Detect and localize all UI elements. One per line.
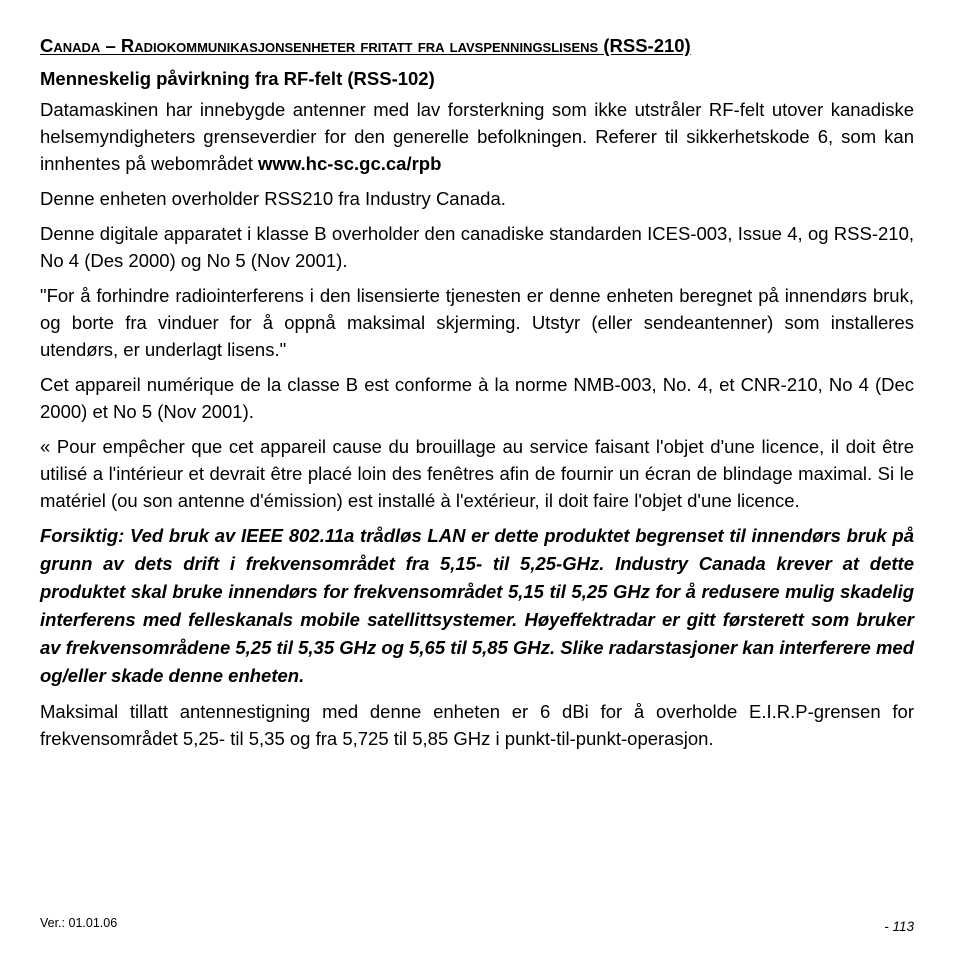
heading-country: Canada: [40, 35, 101, 56]
footer-page-number: - 113: [884, 919, 914, 934]
paragraph-rf-exposure-text: Datamaskinen har innebygde antenner med lav forsterkning som ikke utstråler RF-felt utover kanadiske helsemyndigheters grenseverdier for den generelle befolkningen. Referer til sikkerhetskode 6, som kan innhentes på webområdet: [40, 99, 914, 174]
heading-title: Radiokommunikasjonsenheter fritatt fra lavspenningslisens: [120, 35, 599, 56]
paragraph-rf-exposure: [40, 96, 914, 177]
paragraph-nmb003-fr: Cet appareil numérique de la classe B est conforme à la norme NMB-003, No. 4, et CNR-210, No 4 (Dec 2000) et No 5 (Nov 2001).: [40, 374, 914, 422]
section-heading: [40, 34, 914, 58]
document-page: [40, 34, 914, 752]
paragraph-ices003: Denne digitale apparatet i klasse B overholder den canadiske standarden ICES-003, Issue 4, og RSS-210, No 4 (Des 2000) og No 5 (Nov 2001).: [40, 223, 914, 271]
footer-version: Ver.: 01.01.06: [40, 916, 118, 930]
paragraph-interference-no: "For å forhindre radiointerferens i den lisensierte tjenesten er denne enheten beregnet på innendørs bruk, og borte fra vinduer for å oppnå maksimal skjerming. Utstyr (eller sendeantenner) som installeres utendørs, er underlagt lisens.": [40, 285, 914, 360]
heading-code: (RSS-210): [598, 35, 691, 56]
paragraph-antenna-gain: Maksimal tillatt antennestigning med denne enheten er 6 dBi for å overholde E.I.R.P-grensen for frekvensområdet 5,25- til 5,35 og fra 5,725 til 5,85 GHz i punkt-til-punkt-operasjon.: [40, 701, 914, 749]
subheading: Menneskelig påvirkning fra RF-felt (RSS-102): [40, 68, 435, 89]
paragraph-interference-fr: « Pour empêcher que cet appareil cause du brouillage au service faisant l'objet d'une licence, il doit être utilisé a l'intérieur et devrait être placé loin des fenêtres afin de fournir un écran de blindage maximal. Si le matériel (ou son antenne d'émission) est installé à l'extérieur, il doit faire l'objet d'une licence.: [40, 436, 914, 511]
caution-paragraph: Forsiktig: Ved bruk av IEEE 802.11a trådløs LAN er dette produktet begrenset til innendørs bruk på grunn av dets drift i frekvensområdet fra 5,15- til 5,25-GHz. Industry Canada krever at dette produktet skal bruke innendørs for frekvensområdet 5,15 til 5,25 GHz for å redusere mulig skadelig interferens med felleskanals mobile satellittsystemer. Høyeffektradar er gitt førsterett som bruker av frekvensområdene 5,25 til 5,35 GHz og 5,65 til 5,85 GHz. Slike radarstasjoner kan interferere med og/eller skade denne enheten.: [40, 525, 915, 686]
website-url: www.hc-sc.gc.ca/rpb: [258, 153, 442, 174]
heading-dash: –: [100, 35, 121, 56]
paragraph-rss210: Denne enheten overholder RSS210 fra Industry Canada.: [40, 188, 506, 209]
